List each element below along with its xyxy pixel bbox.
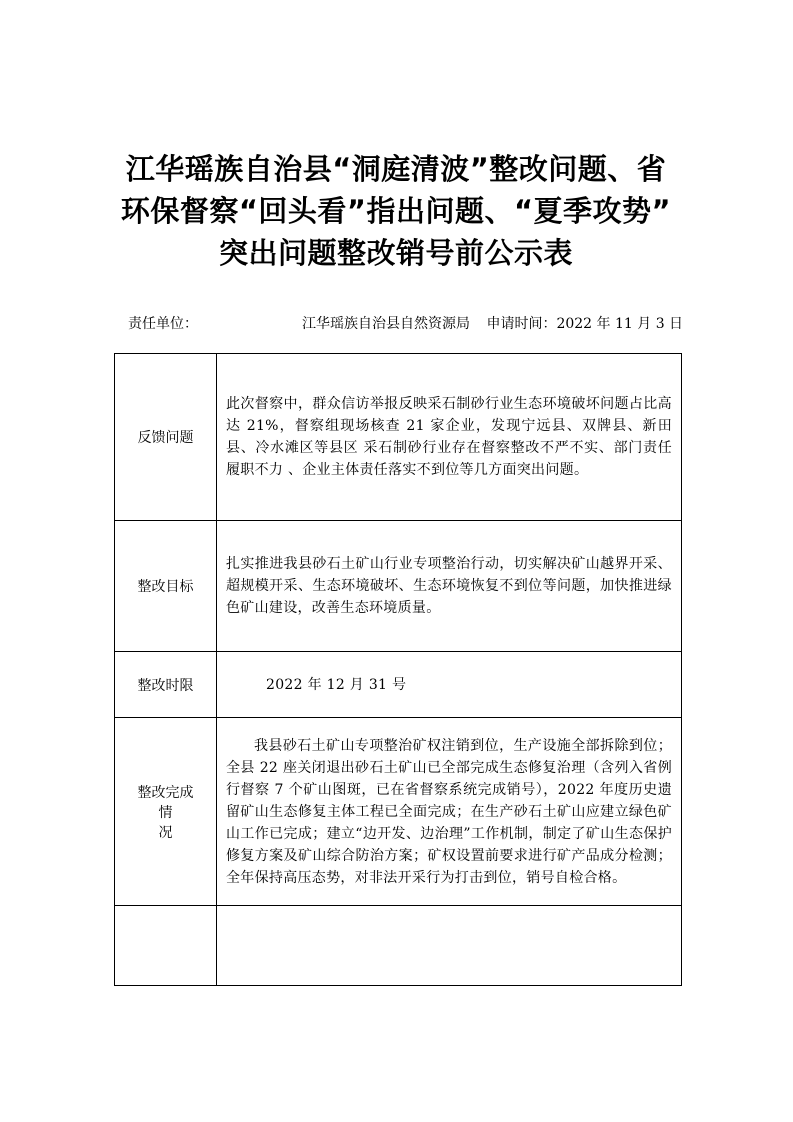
row-content-completion: 我县砂石土矿山专项整治矿权注销到位，生产设施全部拆除到位；全县 22 座关闭退出砂石土矿山已全部完成生态修复治理（含列入省例行督察 7 个矿山图斑，已在省督察系统完成销号），2022 年度历史遗留矿山生态修复主体工程已全面完成；在生产砂石土矿山应建立绿色矿山工作已完成；建立“边开发、边治理”工作机制，制定了矿山生态保护修复方案及矿山综合防治方案；矿权设置前要求进行矿产品成分检测；全年保持高压态势，对非法开采行为打击到位，销号自检合格。 <box>217 718 682 906</box>
row-label-empty <box>115 906 217 986</box>
row-label-feedback: 反馈问题 <box>115 354 217 521</box>
responsible-label: 责任单位： <box>128 316 198 332</box>
disclosure-table <box>114 353 682 986</box>
row-label-completion-line2: 情况 <box>158 804 201 841</box>
row-label-target: 整改目标 <box>115 521 217 652</box>
row-content-feedback: 此次督察中，群众信访举报反映采石制砂行业生态环境破坏问题占比高达 21%，督察组现场核查 21 家企业，发现宁远县、双牌县、新田县、冷水滩区等县区 采石制砂行业存在督察整改不严不实、部门责任履职不力 、企业主体责任落实不到位等几方面突出问题。 <box>217 354 682 521</box>
document-title <box>96 148 696 274</box>
row-content-deadline-cell <box>217 652 682 718</box>
meta-info <box>302 313 683 333</box>
title-line: 突出问题整改销号前公示表 <box>218 236 573 270</box>
apply-time: 申请时间：2022 年 11 月 3 日 <box>486 316 684 332</box>
title-line: 江华瑶族自治县“洞庭清波”整改问题、省 <box>125 152 667 186</box>
row-content-target: 扎实推进我县砂石土矿山行业专项整治行动，切实解决矿山越界开采、超规模开采、生态环境破坏、生态环境恢复不到位等问题，加快推进绿色矿山建设，改善生态环境质量。 <box>217 521 682 652</box>
row-content-deadline: 2022 年 12 月 31 号 <box>266 676 407 693</box>
row-label-completion <box>115 718 217 906</box>
responsible-unit: 江华瑶族自治县自然资源局 <box>302 316 470 332</box>
table-row <box>115 354 682 521</box>
row-label-completion-line1: 整改完成 <box>137 784 194 801</box>
table-row <box>115 906 682 986</box>
table-row <box>115 718 682 906</box>
table-row <box>115 652 682 718</box>
title-line: 环保督察“回头看”指出问题、“夏季攻势” <box>120 194 672 228</box>
table-row <box>115 521 682 652</box>
row-content-empty <box>217 906 682 986</box>
row-label-deadline: 整改时限 <box>115 652 217 718</box>
